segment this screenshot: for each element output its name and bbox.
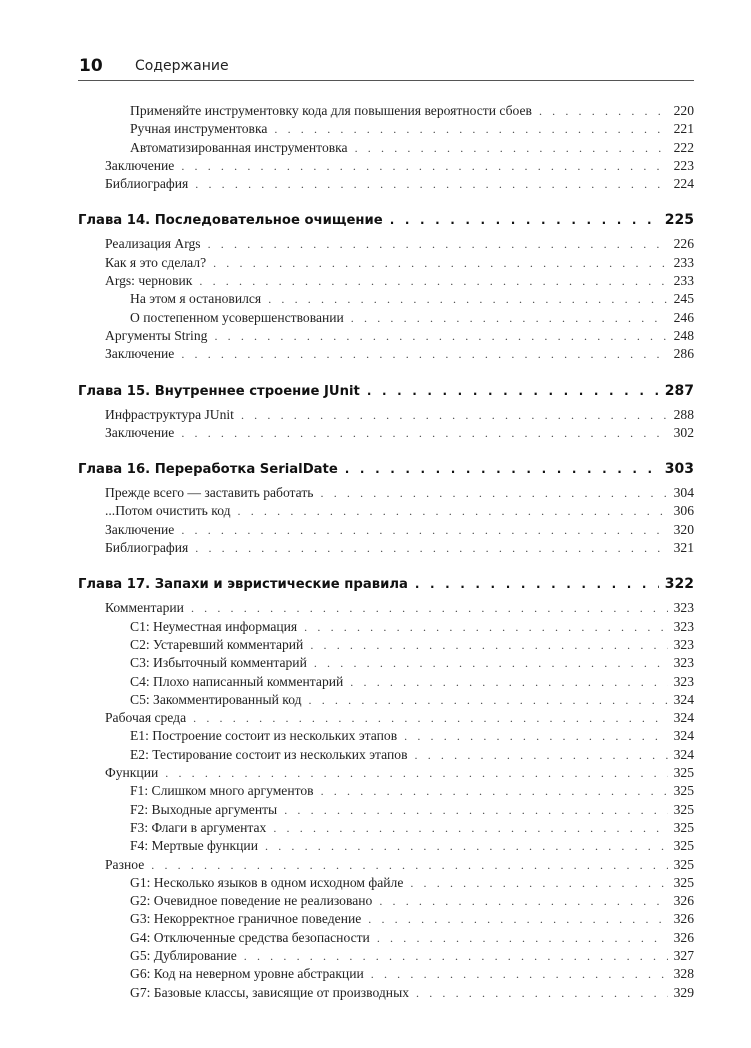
- dot-leader: [284, 801, 667, 819]
- toc-entry: [78, 764, 694, 782]
- toc-entry-page: 328: [673, 966, 694, 982]
- running-header: [78, 54, 694, 81]
- toc-entry-page: 226: [673, 236, 694, 252]
- toc-entry-title: E2: Тестирование состоит из нескольких этапов: [130, 746, 408, 762]
- dot-leader: [181, 521, 667, 539]
- toc-entry-title: ...Потом очистить код: [105, 503, 231, 519]
- toc-entry-page: 324: [673, 728, 694, 744]
- toc-entry-page: 323: [673, 600, 694, 616]
- toc-entry: [78, 892, 694, 910]
- toc-entry-page: 287: [664, 382, 694, 399]
- toc-entry-page: 323: [673, 618, 694, 634]
- dot-leader: [390, 210, 659, 230]
- toc-entry: [78, 327, 694, 345]
- toc-entry: [78, 947, 694, 965]
- toc-entry-page: 304: [673, 485, 694, 501]
- toc-entry-page: 225: [664, 212, 694, 229]
- dot-leader: [213, 254, 668, 272]
- dot-leader: [350, 673, 667, 691]
- toc-entry-title: C2: Устаревший комментарий: [130, 636, 304, 652]
- toc-entry-title: Применяйте инструментовку кода для повышения вероятности сбоев: [130, 103, 532, 118]
- toc-entry: [78, 539, 694, 557]
- toc-entry-title: Заключение: [105, 157, 175, 173]
- toc-entry: [78, 837, 694, 855]
- toc-entry-page: 302: [673, 424, 694, 440]
- dot-leader: [539, 102, 668, 120]
- toc-entry-page: 327: [673, 947, 694, 963]
- toc-entry-title: C5: Закомментированный код: [130, 691, 302, 707]
- toc-entry-page: 325: [673, 783, 694, 799]
- toc-entry-title: Глава 14. Последовательное очищение: [78, 213, 383, 229]
- dot-leader: [199, 272, 667, 290]
- toc-entry: [78, 636, 694, 654]
- toc-entry-title: На этом я остановился: [130, 291, 262, 307]
- toc-entry: [78, 272, 694, 290]
- toc-entry-title: Автоматизированная инструментовка: [130, 139, 348, 155]
- toc-entry-page: 223: [673, 157, 694, 173]
- dot-leader: [371, 965, 668, 983]
- toc-entry-page: 325: [673, 856, 694, 872]
- toc-entry-page: 221: [673, 121, 694, 137]
- toc-entry-title: Заключение: [105, 424, 175, 440]
- toc-entry: [78, 910, 694, 928]
- dot-leader: [304, 618, 667, 636]
- toc-entry-page: 325: [673, 819, 694, 835]
- dot-leader: [309, 691, 668, 709]
- toc-entry-page: 320: [673, 521, 694, 537]
- toc-entry-title: F4: Мертвые функции: [130, 838, 258, 854]
- toc-entry: [78, 139, 694, 157]
- toc-entry: [78, 654, 694, 672]
- toc-entry-page: 306: [673, 503, 694, 519]
- toc-entry-page: 233: [673, 273, 694, 289]
- toc-entry-title: Рабочая среда: [105, 710, 187, 726]
- dot-leader: [193, 709, 667, 727]
- dot-leader: [268, 290, 667, 308]
- toc-entry-title: Прежде всего — заставить работать: [105, 485, 314, 501]
- toc-entry-page: 324: [673, 746, 694, 762]
- toc-entry: [78, 599, 694, 617]
- toc-entry-title: F3: Флаги в аргументах: [130, 819, 267, 835]
- toc-entry-title: E1: Построение состоит из нескольких этапов: [130, 728, 398, 744]
- toc-entry-page: 321: [673, 540, 694, 556]
- toc-entry: [78, 175, 694, 193]
- toc-entry-title: G7: Базовые классы, зависящие от производных: [130, 984, 409, 1000]
- dot-leader: [351, 309, 668, 327]
- dot-leader: [274, 120, 667, 138]
- toc-entry-page: 329: [673, 984, 694, 1000]
- page-number: 10: [79, 56, 103, 76]
- toc-entry: [78, 819, 694, 837]
- toc-entry: [78, 691, 694, 709]
- toc-entry-title: G1: Несколько языков в одном исходном файле: [130, 874, 404, 890]
- dot-leader: [321, 782, 668, 800]
- toc-entry: [78, 502, 694, 520]
- toc-entry-page: 224: [673, 176, 694, 192]
- table-of-contents: [78, 102, 694, 1002]
- dot-leader: [181, 157, 667, 175]
- toc-entry-title: Аргументы String: [105, 327, 208, 343]
- toc-entry-page: 325: [673, 765, 694, 781]
- toc-entry-title: G3: Некорректное граничное поведение: [130, 911, 362, 927]
- toc-entry: [78, 965, 694, 983]
- toc-entry: [78, 727, 694, 745]
- toc-entry: [78, 484, 694, 502]
- toc-entry-title: Библиография: [105, 176, 189, 192]
- toc-entry-page: 286: [673, 346, 694, 362]
- toc-entry: [78, 673, 694, 691]
- toc-entry-title: Args: черновик: [105, 273, 193, 289]
- dot-leader: [214, 327, 667, 345]
- toc-entry: [78, 235, 694, 253]
- toc-entry-title: Комментарии: [105, 600, 184, 616]
- toc-entry: [78, 618, 694, 636]
- chapter-entry: [78, 381, 694, 401]
- toc-entry-page: 325: [673, 874, 694, 890]
- toc-entry: [78, 801, 694, 819]
- toc-entry-page: 222: [673, 139, 694, 155]
- toc-entry-page: 323: [673, 636, 694, 652]
- toc-entry-title: Глава 16. Переработка SerialDate: [78, 462, 338, 478]
- dot-leader: [404, 727, 667, 745]
- toc-entry: [78, 120, 694, 138]
- toc-entry-page: 246: [673, 309, 694, 325]
- chapter-entry: [78, 210, 694, 230]
- toc-entry-title: Ручная инструментовка: [130, 121, 268, 137]
- toc-entry: [78, 406, 694, 424]
- toc-entry: [78, 157, 694, 175]
- toc-entry: [78, 709, 694, 727]
- dot-leader: [238, 502, 668, 520]
- toc-entry-title: Заключение: [105, 521, 175, 537]
- toc-entry-page: 288: [673, 406, 694, 422]
- toc-entry-title: F1: Слишком много аргументов: [130, 783, 314, 799]
- dot-leader: [355, 139, 668, 157]
- chapter-entry: [78, 459, 694, 479]
- dot-leader: [181, 424, 667, 442]
- dot-leader: [195, 175, 667, 193]
- dot-leader: [244, 947, 668, 965]
- dot-leader: [415, 574, 659, 594]
- dot-leader: [416, 984, 668, 1002]
- toc-entry: [78, 746, 694, 764]
- toc-entry: [78, 345, 694, 363]
- toc-entry-page: 325: [673, 801, 694, 817]
- toc-entry-title: G2: Очевидное поведение не реализовано: [130, 893, 373, 909]
- toc-entry: [78, 290, 694, 308]
- dot-leader: [368, 910, 667, 928]
- dot-leader: [151, 856, 667, 874]
- toc-entry-page: 323: [673, 673, 694, 689]
- chapter-entry: [78, 574, 694, 594]
- toc-entry-title: Разное: [105, 856, 145, 872]
- running-title: Содержание: [135, 58, 229, 74]
- toc-entry-title: G6: Код на неверном уровне абстракции: [130, 966, 364, 982]
- toc-entry-title: Заключение: [105, 346, 175, 362]
- toc-entry-page: 324: [673, 691, 694, 707]
- toc-entry-title: G5: Дублирование: [130, 947, 237, 963]
- toc-entry-page: 233: [673, 254, 694, 270]
- toc-entry-page: 322: [664, 576, 694, 593]
- toc-entry: [78, 102, 694, 120]
- toc-entry-page: 245: [673, 291, 694, 307]
- toc-entry-page: 323: [673, 655, 694, 671]
- dot-leader: [379, 892, 667, 910]
- dot-leader: [377, 929, 668, 947]
- dot-leader: [415, 746, 668, 764]
- toc-entry: [78, 874, 694, 892]
- dot-leader: [273, 819, 667, 837]
- toc-entry: [78, 984, 694, 1002]
- toc-entry: [78, 521, 694, 539]
- dot-leader: [165, 764, 667, 782]
- toc-entry: [78, 254, 694, 272]
- toc-entry-page: 326: [673, 929, 694, 945]
- toc-entry-title: Как я это сделал?: [105, 254, 207, 270]
- dot-leader: [241, 406, 668, 424]
- dot-leader: [208, 235, 668, 253]
- dot-leader: [367, 381, 659, 401]
- toc-entry-title: F2: Выходные аргументы: [130, 801, 278, 817]
- toc-entry-page: 325: [673, 838, 694, 854]
- toc-entry-page: 324: [673, 710, 694, 726]
- toc-entry: [78, 856, 694, 874]
- toc-entry-page: 248: [673, 327, 694, 343]
- dot-leader: [410, 874, 667, 892]
- dot-leader: [314, 654, 668, 672]
- toc-entry-title: C4: Плохо написанный комментарий: [130, 673, 344, 689]
- toc-entry-title: Глава 15. Внутреннее строение JUnit: [78, 383, 360, 399]
- toc-entry: [78, 424, 694, 442]
- toc-entry-title: Глава 17. Запахи и эвристические правила: [78, 577, 408, 593]
- toc-entry-page: 220: [673, 103, 694, 118]
- toc-entry: [78, 929, 694, 947]
- toc-entry: [78, 309, 694, 327]
- toc-entry-title: О постепенном усовершенствовании: [130, 309, 344, 325]
- dot-leader: [181, 345, 667, 363]
- dot-leader: [265, 837, 668, 855]
- toc-entry-title: Реализация Args: [105, 236, 201, 252]
- dot-leader: [195, 539, 667, 557]
- toc-entry-page: 303: [664, 461, 694, 478]
- toc-entry: [78, 782, 694, 800]
- toc-entry-title: Функции: [105, 765, 159, 781]
- dot-leader: [345, 459, 659, 479]
- toc-entry-page: 326: [673, 911, 694, 927]
- dot-leader: [321, 484, 668, 502]
- toc-entry-page: 326: [673, 893, 694, 909]
- toc-entry-title: Библиография: [105, 540, 189, 556]
- toc-entry-title: C1: Неуместная информация: [130, 618, 298, 634]
- dot-leader: [310, 636, 667, 654]
- toc-entry-title: G4: Отключенные средства безопасности: [130, 929, 370, 945]
- dot-leader: [191, 599, 668, 617]
- toc-entry-title: C3: Избыточный комментарий: [130, 655, 307, 671]
- toc-entry-title: Инфраструктура JUnit: [105, 406, 234, 422]
